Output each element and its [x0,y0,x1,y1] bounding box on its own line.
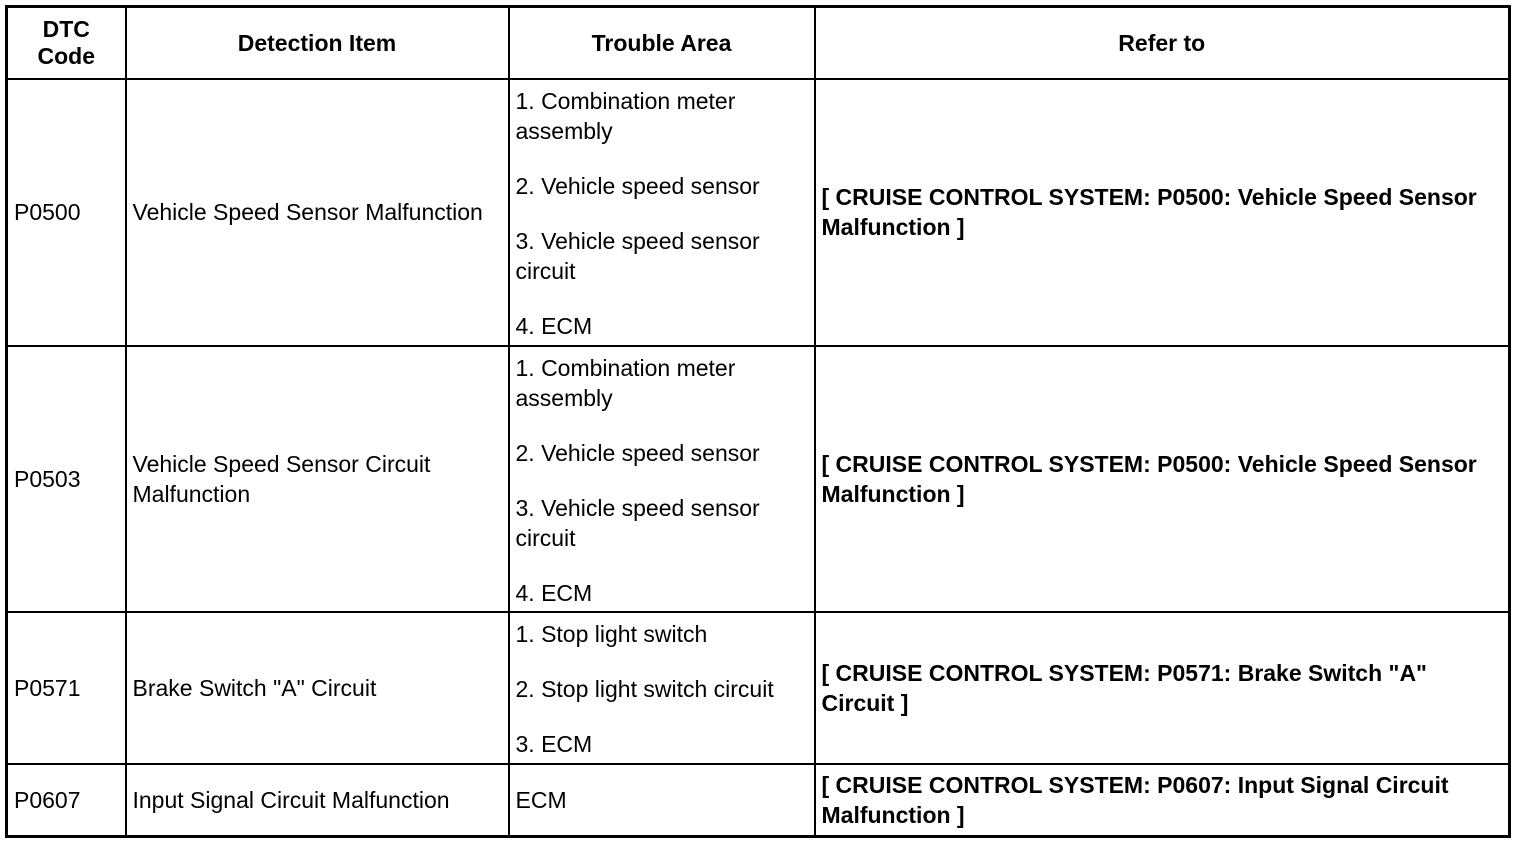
detection-item-cell: Brake Switch "A" Circuit [126,612,509,764]
trouble-area-list [516,86,808,341]
trouble-area-cell: ECM [509,764,815,836]
dtc-table [5,5,1511,838]
dtc-code-cell: P0607 [7,764,126,836]
detection-item-cell: Input Signal Circuit Malfunction [126,764,509,836]
trouble-area-list [516,619,808,759]
refer-to-link[interactable]: [ CRUISE CONTROL SYSTEM: P0571: Brake Switch "A" Circuit ] [815,612,1510,764]
dtc-code-cell: P0500 [7,79,126,346]
table-row [7,346,1510,613]
trouble-area-item: 4. ECM [515,313,593,339]
header-detection-item: Detection Item [126,7,509,80]
detection-item-cell: Vehicle Speed Sensor Circuit Malfunction [126,346,509,613]
table-row [7,79,1510,346]
table-row [7,764,1510,836]
detection-item-cell: Vehicle Speed Sensor Malfunction [126,79,509,346]
trouble-area-item: 1. Combination meter assembly [515,354,736,411]
trouble-area-item: 4. ECM [515,579,593,606]
header-dtc-code-line2: Code [37,43,95,69]
table-row [7,612,1510,764]
trouble-area-item: 1. Combination meter assembly [515,88,736,144]
table-header-row [7,7,1510,80]
trouble-area-item: 3. Vehicle speed sensor circuit [515,228,760,284]
header-dtc-code [7,7,126,80]
trouble-area-item: 2. Vehicle speed sensor [515,173,760,199]
trouble-area-item: 1. Stop light switch [515,621,708,648]
trouble-area-cell [509,346,815,613]
trouble-area-item: 3. Vehicle speed sensor circuit [515,494,760,551]
header-refer-to: Refer to [815,7,1510,80]
trouble-area-item: 2. Stop light switch circuit [515,676,774,703]
dtc-code-cell: P0503 [7,346,126,613]
trouble-area-cell [509,612,815,764]
refer-to-link[interactable]: [ CRUISE CONTROL SYSTEM: P0500: Vehicle Speed Sensor Malfunction ] [815,346,1510,613]
trouble-area-cell [509,79,815,346]
refer-to-link[interactable]: [ CRUISE CONTROL SYSTEM: P0500: Vehicle Speed Sensor Malfunction ] [815,79,1510,346]
header-dtc-code-line1: DTC [42,16,90,42]
refer-to-link[interactable]: [ CRUISE CONTROL SYSTEM: P0607: Input Signal Circuit Malfunction ] [815,764,1510,836]
trouble-area-list [516,353,808,608]
header-trouble-area: Trouble Area [509,7,815,80]
dtc-code-cell: P0571 [7,612,126,764]
trouble-area-item: 3. ECM [515,731,593,758]
trouble-area-item: 2. Vehicle speed sensor [515,439,760,466]
